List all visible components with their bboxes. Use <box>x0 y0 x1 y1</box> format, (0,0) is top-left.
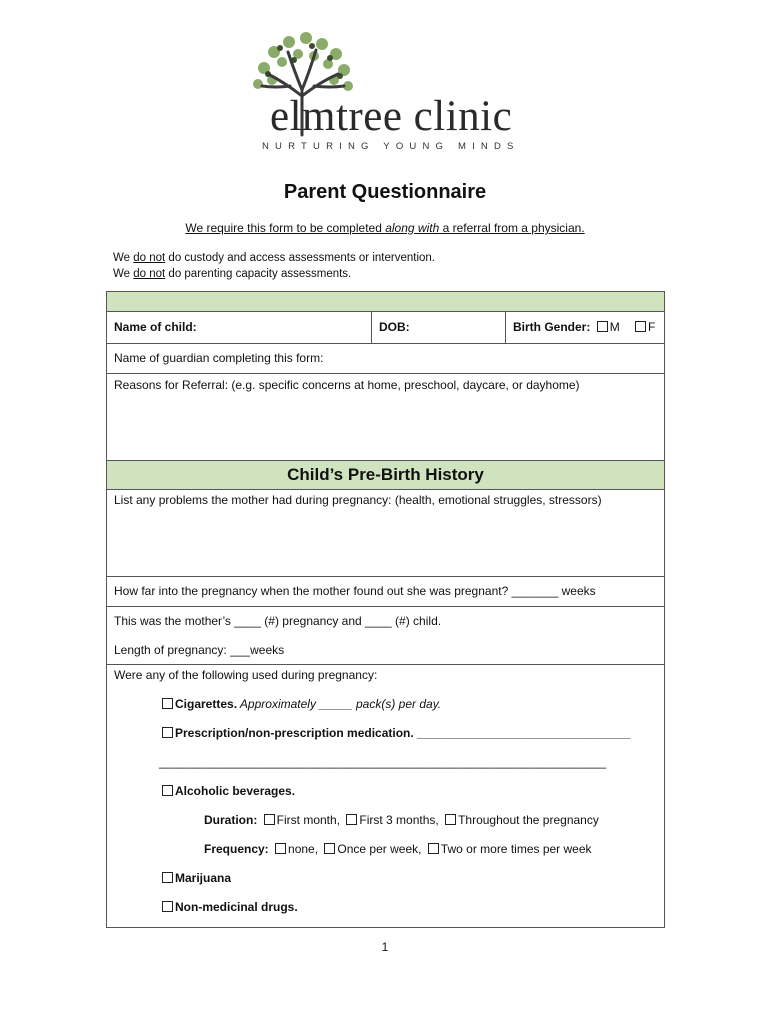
frequency-once-checkbox[interactable] <box>324 843 335 854</box>
service-notes <box>113 250 435 282</box>
note-custody: We do not do custody and access assessments or intervention. <box>113 252 435 264</box>
pregnancy-number[interactable]: This was the mother’s ____ (#) pregnancy and ____ (#) child. <box>114 614 442 628</box>
prebirth-section-heading: Child’s Pre-Birth History <box>107 461 664 490</box>
substance-intro: Were any of the following used during pregnancy: <box>114 668 378 682</box>
option-alcohol[interactable]: Alcoholic beverages. <box>114 784 657 813</box>
duration-throughout-checkbox[interactable] <box>445 814 456 825</box>
guardian-field[interactable]: Name of guardian completing this form: <box>107 344 664 374</box>
brand-tagline: NURTURING YOUNG MINDS <box>262 141 520 152</box>
option-non-medicinal-drugs[interactable]: Non-medicinal drugs. <box>114 900 657 929</box>
gender-m-checkbox[interactable] <box>597 321 608 332</box>
pregnancy-discovery-field[interactable]: How far into the pregnancy when the mother found out she was pregnant? _______ weeks <box>107 577 664 607</box>
option-medication[interactable]: Prescription/non-prescription medication. ________________________________ <box>114 726 657 755</box>
pregnancy-length[interactable]: Length of pregnancy: ___weeks <box>114 643 285 657</box>
non-medicinal-checkbox[interactable] <box>162 901 173 912</box>
medication-blank-line[interactable]: ___________________________________________________________________ <box>159 755 607 769</box>
child-name-field[interactable]: Name of child: <box>107 312 372 343</box>
referral-reasons-field[interactable]: Reasons for Referral: (e.g. specific concerns at home, preschool, daycare, or dayhome) <box>107 374 664 461</box>
requirement-text-1: We require this form to be completed <box>185 221 386 235</box>
requirement-note <box>0 221 770 235</box>
pregnancy-problems-field[interactable]: List any problems the mother had during pregnancy: (health, emotional struggles, stressors) <box>107 490 664 577</box>
marijuana-checkbox[interactable] <box>162 872 173 883</box>
medication-checkbox[interactable] <box>162 727 173 738</box>
cigarettes-checkbox[interactable] <box>162 698 173 709</box>
note-parenting: We do not do parenting capacity assessments. <box>113 268 352 280</box>
dob-field[interactable]: DOB: <box>372 312 506 343</box>
requirement-text-2: a referral from a physician. <box>439 221 585 235</box>
page-number: 1 <box>381 940 389 954</box>
brand-name: elmtree clinic <box>270 93 513 140</box>
option-marijuana[interactable]: Marijuana <box>114 871 657 900</box>
substance-use-block <box>107 665 664 927</box>
gender-f-checkbox[interactable] <box>635 321 646 332</box>
duration-first-3-months-checkbox[interactable] <box>346 814 357 825</box>
frequency-two-or-more-checkbox[interactable] <box>428 843 439 854</box>
alcohol-duration: Duration: First month, First 3 months, Throughout the pregnancy <box>204 813 599 827</box>
alcohol-frequency: Frequency: none, Once per week, Two or more times per week <box>204 842 592 856</box>
page-title: Parent Questionnaire <box>283 181 487 203</box>
requirement-emphasis: along with <box>385 221 440 235</box>
duration-first-month-checkbox[interactable] <box>264 814 275 825</box>
option-cigarettes[interactable]: Cigarettes. Approximately _____ pack(s) per day. <box>114 697 657 726</box>
alcohol-checkbox[interactable] <box>162 785 173 796</box>
questionnaire-form <box>106 291 665 928</box>
header-band <box>107 292 664 312</box>
frequency-none-checkbox[interactable] <box>275 843 286 854</box>
birth-gender-field: Birth Gender: M F <box>513 320 656 334</box>
child-info-row <box>107 312 664 344</box>
pregnancy-count-block <box>107 607 664 665</box>
